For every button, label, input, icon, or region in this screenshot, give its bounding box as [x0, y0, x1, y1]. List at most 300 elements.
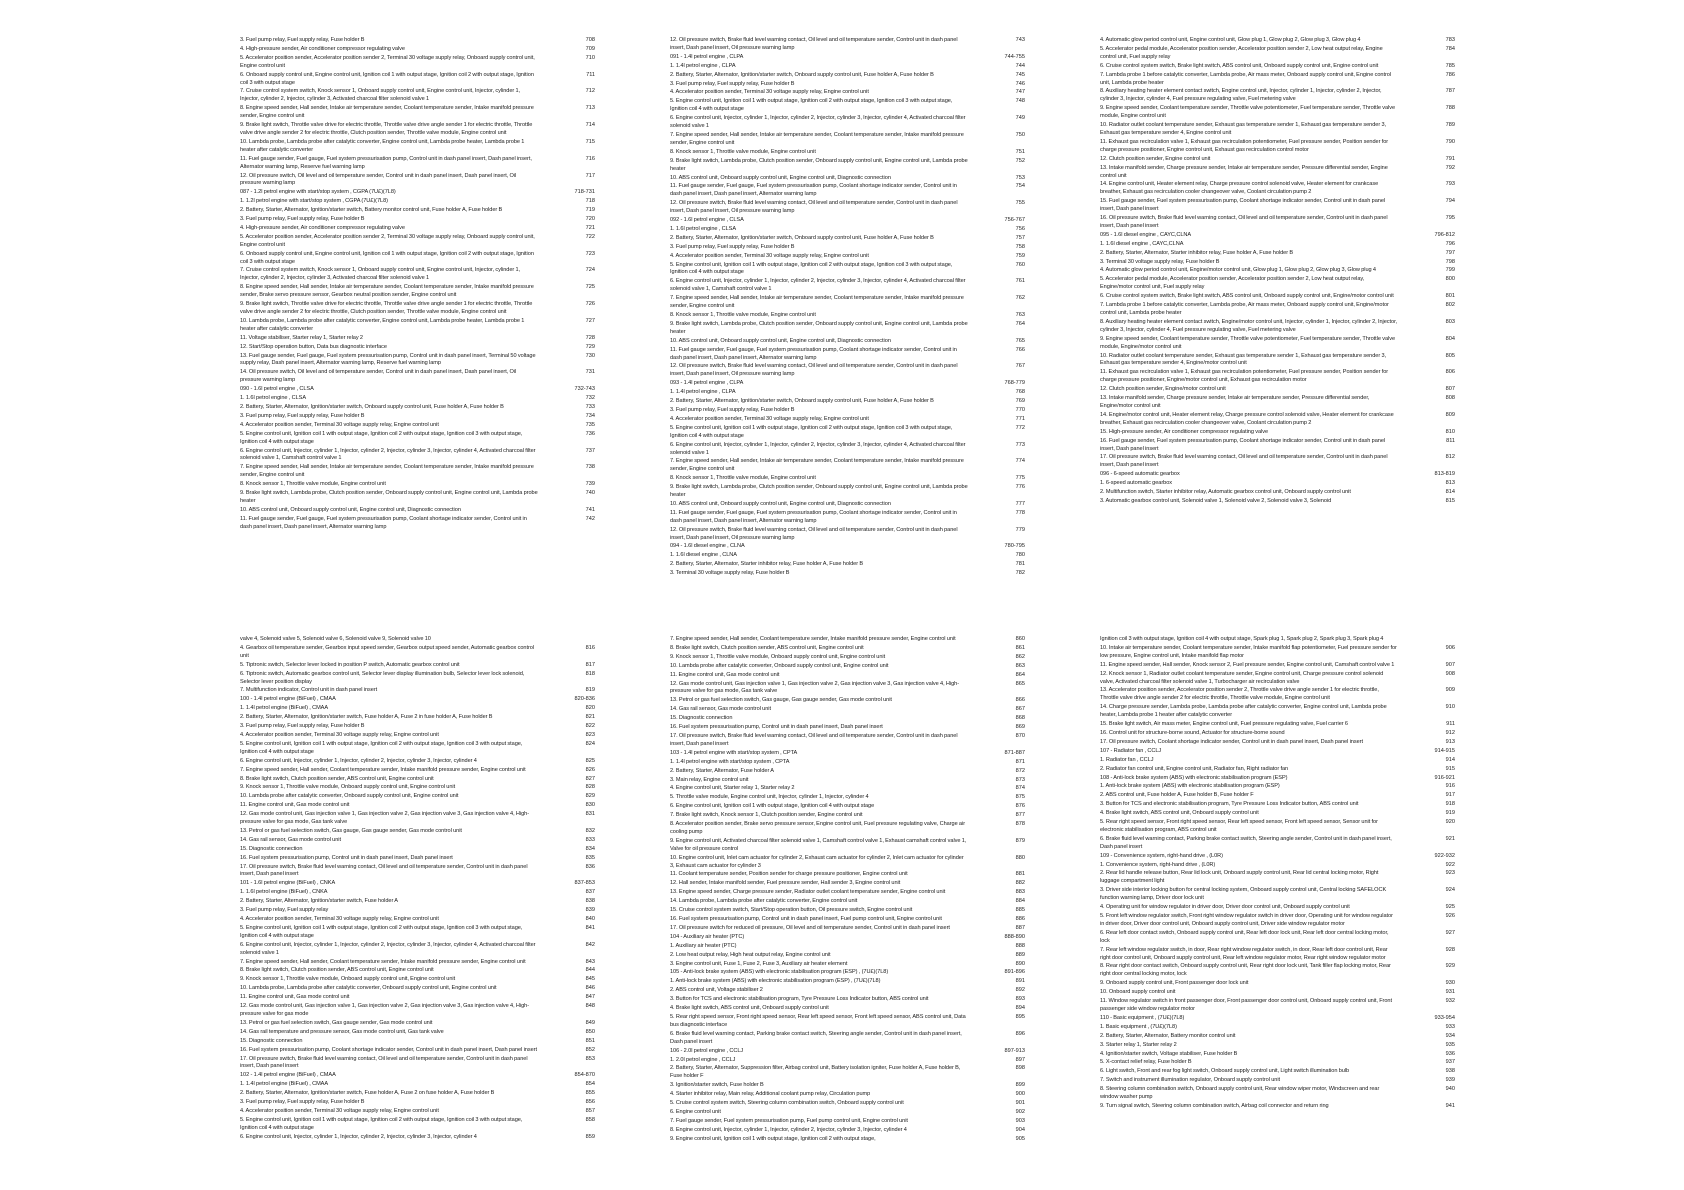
index-entry: [1100, 704, 1455, 720]
index-panel: [240, 37, 595, 533]
entry-text: 16. Fuel gauge sender, Fuel system pressurisation pump, Coolant shortage indicator sender, Control unit in dash panel insert, Dash panel insert: [1100, 437, 1386, 452]
index-entry: [670, 63, 1025, 71]
entry-page-number: 820-836: [574, 696, 595, 703]
entry-page-number: 747: [1015, 89, 1025, 96]
entry-text: 4. High-pressure sender, Air conditioner compressor regulating valve: [240, 45, 405, 52]
entry-text: 104 - Auxiliary air heater (PTC): [670, 933, 745, 940]
entry-page-number: 714: [585, 122, 595, 129]
entry-text: 2. Battery, Starter, Alternator, Starter inhibitor relay, Fuse holder A, Fuse holder B: [1100, 249, 1294, 256]
entry-page-number: 915: [1445, 765, 1455, 772]
entry-page-number: 902: [1015, 1108, 1025, 1115]
entry-text: 13. Engine speed sender, Charge pressure sender, Radiator outlet coolant temperature sender, Engine control unit: [670, 889, 946, 896]
entry-page-number: 933-954: [1434, 1014, 1455, 1021]
entry-page-number: 874: [1015, 785, 1025, 792]
entry-text: 6. Light switch, Front and rear fog light switch, Onboard supply control unit, Light switch illumination bulb: [1100, 1068, 1350, 1075]
section-heading-row: [1100, 748, 1455, 756]
entry-page-number: 898: [1015, 1065, 1025, 1072]
entry-text: 1. Basic equipment , (7U£)(7L8): [1100, 1023, 1177, 1030]
entry-text: Ignition coil 3 with output stage, Ignition coil 4 with output stage, Spark plug 1, Spark plug 2, Spark plug 3, Spark plug 4: [1100, 636, 1384, 642]
index-entry: [670, 785, 1025, 793]
entry-text: 9. Brake light switch, Lambda probe, Clutch position sender, Onboard supply control unit, Engine control unit, Lambda probe heater: [240, 490, 538, 504]
index-entry: [1100, 963, 1455, 979]
entry-text: 2. Battery, Starter, Alternator, Ignition/starter switch, Fuse holder A, Fuse 2 in fuse holder A, Fuse holder B: [240, 714, 493, 721]
entry-text: 9. Brake light switch, Throttle valve drive for electric throttle, Throttle valve drive angle sender 1 for electric throttle, Throttle valve drive angle sender 2 for electric throttle, Clutch position sender, Throttle valve module, Engine control unit: [240, 301, 533, 315]
entry-text: 5. Front left window regulator switch, Front right window regulator switch in driver door, Operating unit for window regulator in driver door, Driver door control unit, Onboard supply control unit, Driver side window regulator motor: [1100, 913, 1393, 927]
entry-page-number: 772: [1015, 424, 1025, 431]
entry-text: 8. Accelerator position sender, Brake servo pressure sensor, Engine control unit, Fuel pressure regulating valve, Charge air cooling pump: [670, 821, 966, 835]
index-entry: [240, 353, 595, 369]
entry-text: 102 - 1.4l petrol engine (BiFuel) , CMAA: [240, 1072, 336, 1079]
index-entry: [670, 943, 1025, 951]
entry-text: 6. Brake fluid level warning contact, Parking brake contact switch, Steering angle sender, Control unit in dash panel insert, Dash panel insert: [670, 1030, 962, 1045]
index-entry: [1100, 241, 1455, 249]
index-entry: [670, 898, 1025, 906]
entry-text: 7. Lambda probe 1 before catalytic converter, Lambda probe, Air mass meter, Onboard supply control unit, Engine control unit, Lambda probe heater: [1100, 71, 1392, 86]
entry-page-number: 837-853: [574, 880, 595, 887]
entry-text: 6. Engine control unit, Injector, cylinder 1, Injector, cylinder 2, Injector, cylinder 3, Injector, cylinder 4, Activated charcoal filter solenoid valve 1: [670, 115, 966, 130]
entry-page-number: 932: [1445, 998, 1455, 1005]
entry-text: 8. Brake light switch, Clutch position sender, ABS control unit, Engine control unit: [240, 967, 434, 974]
entry-page-number: 868: [1015, 715, 1025, 722]
index-entry: [670, 321, 1025, 337]
index-entry: [1100, 386, 1455, 394]
index-entry: [240, 1099, 595, 1107]
entry-text: 14. Gas rail sensor, Gas mode control unit: [670, 706, 771, 713]
entry-text: 1. 1.6l diesel engine , CAYC,CLNA: [1100, 240, 1184, 247]
entry-page-number: 931: [1445, 989, 1455, 996]
index-entry: [670, 149, 1025, 157]
entry-page-number: 719: [585, 207, 595, 214]
index-entry: [1100, 336, 1455, 352]
index-entry: [1100, 454, 1455, 470]
index-entry: [670, 978, 1025, 986]
entry-page-number: 913: [1445, 738, 1455, 745]
entry-page-number: 735: [585, 421, 595, 428]
entry-page-number: 859: [585, 1133, 595, 1140]
index-entry: [1100, 250, 1455, 258]
index-entry: [240, 723, 595, 731]
index-entry: [240, 216, 595, 224]
entry-text: 9. Brake light switch, Throttle valve drive for electric throttle, Throttle valve drive angle sender 1 for electric throttle, Throttle valve drive angle sender 2 for electric throttle, Clutch position sender, Throttle valve module, Engine control unit: [240, 122, 533, 136]
index-entry: [1100, 181, 1455, 197]
entry-text: 2. Multifunction switch, Starter inhibitor relay, Automatic gearbox control unit, Onboard supply control unit: [1100, 489, 1351, 496]
entry-page-number: 796-812: [1434, 231, 1455, 238]
entry-page-number: 833: [585, 836, 595, 843]
entry-page-number: 728: [585, 334, 595, 341]
entry-text: 15. Fuel gauge sender, Fuel system pressurisation pump, Coolant shortage indicator sender, Control unit in dash panel insert, Dash panel insert: [1100, 198, 1386, 213]
entry-text: 6. Brake fluid level warning contact, Parking brake contact switch, Steering angle sender, Control unit in dash panel insert, Dash panel insert: [1100, 835, 1392, 850]
section-heading-row: [670, 217, 1025, 225]
entry-text: 3. Engine control unit, Fuse 1, Fuse 2, Fuse 3, Auxiliary air heater element: [670, 960, 848, 967]
entry-text: 103 - 1.4l petrol engine with start/stop system , CPTA: [670, 749, 798, 756]
entry-text: 3. Ignition/starter switch, Fuse holder B: [670, 1082, 764, 1089]
entry-text: 4. Accelerator position sender, Terminal 30 voltage supply relay, Engine control unit: [240, 1107, 439, 1114]
index-entry: [670, 89, 1025, 97]
index-entry: [240, 1047, 595, 1055]
entry-text: 7. Engine speed sender, Hall sender, Intake air temperature sender, Coolant temperature sender, Intake manifold pressure sender, Engine control unit: [670, 131, 964, 146]
entry-page-number: 716: [585, 155, 595, 162]
entry-text: 5. Engine control unit, Ignition coil 1 with output stage, Ignition coil 2 with output stage, Ignition coil 3 with output stage, Ignition coil 4 with output stage: [670, 98, 953, 113]
index-entry: [240, 344, 595, 352]
entry-page-number: 837: [585, 889, 595, 896]
index-entry: [670, 312, 1025, 320]
index-entry: [240, 516, 595, 532]
entry-page-number: 789: [1445, 122, 1455, 129]
entry-page-number: 910: [1445, 704, 1455, 711]
section-heading-row: [240, 1072, 595, 1080]
entry-page-number: 940: [1445, 1086, 1455, 1093]
index-entry: [670, 803, 1025, 811]
index-entry: [1100, 156, 1455, 164]
entry-text: 1. 1.4l petrol engine , CLPA: [670, 389, 736, 396]
index-panel: [670, 636, 1025, 1145]
entry-text: 10. ABS control unit, Onboard supply control unit, Engine control unit, Diagnostic connection: [240, 506, 461, 513]
index-entry: [240, 1090, 595, 1098]
entry-page-number: 811: [1446, 437, 1455, 444]
entry-text: 1. 1.6l petrol engine (BiFuel) , CNKA: [240, 889, 328, 896]
entry-text: 6. Engine control unit, Ignition coil 1 with output stage, Ignition coil 4 with output stage: [670, 803, 875, 810]
entry-page-number: 840: [585, 916, 595, 922]
entry-page-number: 819: [585, 687, 595, 694]
entry-page-number: 920: [1445, 819, 1455, 826]
entry-page-number: 861: [1015, 644, 1025, 651]
entry-text: 17. Oil pressure switch, Brake fluid level warning contact, Oil level and oil temperature sender, Control unit in dash panel insert, Dash panel insert: [240, 863, 528, 878]
entry-text: 1. Anti-lock brake system (ABS) with electronic stabilisation program (ESP) , (7U£)(7L8): [670, 978, 881, 985]
index-entry: [670, 733, 1025, 749]
entry-page-number: 906: [1445, 644, 1455, 651]
entry-page-number: 806: [1445, 369, 1455, 376]
index-entry: [670, 226, 1025, 234]
index-entry: [670, 98, 1025, 114]
entry-page-number: 743: [1015, 37, 1025, 43]
index-entry: [1100, 870, 1455, 886]
entry-text: 4. Automatic glow period control unit, Engine/motor control unit, Glow plug 1, Glow plug 2, Glow plug 3, Glow plug 4: [1100, 267, 1376, 274]
entry-text: 3. Main relay, Engine control unit: [670, 776, 749, 783]
entry-page-number: 790: [1445, 138, 1455, 145]
entry-page-number: 865: [1015, 680, 1025, 687]
entry-text: 2. ABS control unit, Fuse holder A, Fuse holder B, Fuse holder F: [1100, 792, 1254, 799]
index-entry: [240, 1029, 595, 1037]
entry-text: 10. Lambda probe after catalytic converter, Onboard supply control unit, Engine control unit: [670, 662, 889, 669]
index-entry: [240, 234, 595, 250]
index-entry: [670, 889, 1025, 897]
entry-page-number: 939: [1445, 1077, 1455, 1084]
index-entry: [240, 122, 595, 138]
entry-page-number: 760: [1015, 261, 1025, 268]
entry-page-number: 884: [1015, 898, 1025, 905]
entry-page-number: 718: [585, 198, 595, 205]
entry-text: 13. Fuel gauge sender, Fuel gauge, Fuel system pressurisation pump, Control unit in dash panel insert, Terminal 50 voltage supply relay, Dash panel insert, Alternator warning lamp, Reserve fuel warning lamp: [240, 352, 536, 367]
index-entry: [1100, 72, 1455, 88]
index-entry: [670, 398, 1025, 406]
index-entry: [1100, 122, 1455, 138]
index-entry: [240, 994, 595, 1002]
entry-text: 4. High-pressure sender, Air conditioner compressor regulating valve: [240, 224, 405, 231]
entry-text: 16. Fuel system pressurisation pump, Control unit in dash panel insert, Dash panel insert: [240, 854, 453, 861]
index-entry: [240, 976, 595, 984]
entry-text: 7. Multifunction indicator, Control unit in dash panel insert: [240, 687, 378, 694]
entry-text: 12. Start/Stop operation button, Data bus diagnostic interface: [240, 343, 387, 350]
entry-page-number: 930: [1445, 980, 1455, 987]
index-entry: [670, 1014, 1025, 1030]
entry-text: 2. Battery, Starter, Alternator, Ignition/starter switch, Onboard supply control unit, Fuse holder A, Fuse holder B: [670, 71, 934, 78]
entry-text: 107 - Radiator fan , CCLJ: [1100, 747, 1162, 754]
entry-text: 5. Rear right speed sensor, Front right speed sensor, Rear left speed sensor, Front left speed sensor, Sensor unit for electronic stabilisation program, ABS control unit: [1100, 819, 1378, 833]
index-entry: [1100, 819, 1455, 835]
entry-text: 12. Knock sensor 1, Radiator outlet coolant temperature sender, Engine control unit, Charge pressure control solenoid valve, Activated charcoal filter solenoid valve 1, Turbocharger air recirculation valve: [1100, 670, 1384, 685]
index-entry: [670, 871, 1025, 879]
index-entry: [1100, 293, 1455, 301]
entry-page-number: 856: [585, 1099, 595, 1106]
entry-text: 2. ABS control unit, Voltage stabiliser 2: [670, 987, 763, 994]
entry-text: 2. Battery, Starter, Alternator, Suppression filter, Airbag control unit, Battery isolation igniter, Fuse holder A, Fuse holder B, Fuse holder F: [670, 1065, 961, 1080]
index-entry: [1100, 1042, 1455, 1050]
index-entry: [1100, 1068, 1455, 1076]
index-entry: [240, 828, 595, 836]
section-heading-row: [670, 54, 1025, 62]
index-entry: [670, 916, 1025, 924]
entry-page-number: 758: [1015, 243, 1025, 250]
entry-text: 3. Button for TCS and electronic stabilisation program, Tyre Pressure Loss Indicator button, ABS control unit: [1100, 801, 1359, 808]
entry-page-number: 720: [585, 216, 595, 223]
entry-text: 5. Engine control unit, Ignition coil 1 with output stage, Ignition coil 2 with output stage, Ignition coil 3 with output stage, Ignition coil 4 with output stage: [240, 740, 523, 755]
index-entry: [240, 251, 595, 267]
entry-text: 105 - Anti-lock brake system (ABS) with electronic stabilisation program (ESP) , (7U£)(7L8): [670, 969, 889, 976]
entry-page-number: 769: [1015, 398, 1025, 405]
section-heading-row: [670, 1048, 1025, 1056]
index-panel: [240, 636, 595, 1143]
entry-page-number: 825: [585, 757, 595, 764]
entry-page-number: 791: [1445, 155, 1455, 162]
index-entry: [240, 481, 595, 489]
index-entry: [1100, 730, 1455, 738]
entry-page-number: 722: [585, 233, 595, 240]
index-entry: [240, 431, 595, 447]
entry-text: 3. Fuel pump relay, Fuel supply relay: [240, 907, 329, 914]
index-entry: [670, 907, 1025, 915]
entry-text: 6. Onboard supply control unit, Engine control unit, Ignition coil 1 with output stage, Ignition coil 2 with output stage, Ignition coil 3 with output stage: [240, 250, 534, 265]
entry-text: 8. Auxiliary heating heater element contact switch, Engine/motor control unit, Injector, cylinder 1, Injector, cylinder 2, Injector, cylinder 3, Injector, cylinder 4, Fuel pressure regulating valve, Fuel metering valve: [1100, 318, 1398, 333]
entry-page-number: 798: [1445, 258, 1455, 265]
index-entry: [240, 335, 595, 343]
entry-page-number: 736: [585, 430, 595, 437]
entry-text: 2. Battery, Starter, Alternator, Starter inhibitor relay, Fuse holder A, Fuse holder B: [670, 561, 864, 568]
entry-text: 9. Knock sensor 1, Throttle valve module, Onboard supply control unit, Engine control unit: [670, 653, 886, 660]
entry-page-number: 775: [1015, 475, 1025, 482]
entry-page-number: 934: [1445, 1032, 1455, 1039]
entry-text: 4. Brake light switch, ABS control unit, Onboard supply control unit: [670, 1005, 829, 1012]
entry-text: 1. 1.6l diesel engine , CLNA: [670, 552, 737, 559]
entry-text: 4. Starter inhibitor relay, Main relay, Additional coolant pump relay, Circulation pump: [670, 1091, 871, 1098]
section-heading-row: [240, 696, 595, 704]
index-entry: [670, 132, 1025, 148]
section-heading-row: [670, 543, 1025, 551]
entry-page-number: 854: [585, 1081, 595, 1088]
entry-page-number: 922: [1445, 861, 1455, 868]
entry-text: 12. Gas mode control unit, Gas injection valve 1, Gas injection valve 2, Gas injection valve 3, Gas injection valve 4, High-pressure valve for gas mode, Gas tank valve: [240, 811, 530, 826]
index-entry: [670, 925, 1025, 933]
index-entry: [1100, 887, 1455, 903]
entry-text: 2. Battery, Starter, Alternator, Ignition/starter switch, Onboard supply control unit, Fuse holder A, Fuse holder B: [670, 398, 934, 405]
entry-text: 17. Oil pressure switch for reduced oil pressure, Oil level and oil temperature sender, Control unit in dash panel insert: [670, 924, 950, 931]
entry-text: 4. Accelerator position sender, Terminal 30 voltage supply relay, Engine control unit: [670, 415, 869, 422]
entry-page-number: 832: [585, 827, 595, 834]
entry-page-number: 727: [585, 317, 595, 324]
entry-text: 3. Fuel pump relay, Fuel supply relay, Fuse holder B: [240, 723, 365, 730]
entry-text: 17. Oil pressure switch, Brake fluid level warning contact, Oil level and oil temperature sender, Control unit in dash panel insert, Dash panel insert: [240, 1055, 528, 1070]
index-entry: [670, 663, 1025, 671]
entry-page-number: 901: [1015, 1100, 1025, 1107]
index-entry: [240, 802, 595, 810]
index-entry: [240, 967, 595, 975]
entry-page-number: 802: [1445, 302, 1455, 309]
entry-text: 15. Diagnostic connection: [240, 1037, 303, 1044]
entry-page-number: 937: [1445, 1059, 1455, 1066]
index-entry: [670, 1127, 1025, 1135]
index-entry: [240, 37, 595, 45]
index-entry: [670, 501, 1025, 509]
entry-page-number: 751: [1015, 148, 1025, 155]
entry-page-number: 762: [1015, 295, 1025, 302]
index-entry: [670, 1091, 1025, 1099]
entry-text: 4. Automatic glow period control unit, Engine control unit, Glow plug 1, Glow plug 2, Glow plug 3, Glow plug 4: [1100, 37, 1361, 43]
entry-page-number: 792: [1445, 164, 1455, 171]
entry-text: 096 - 6-speed automatic gearbox: [1100, 471, 1180, 478]
entry-page-number: 733: [585, 403, 595, 410]
entry-page-number: 713: [585, 105, 595, 112]
index-entry: [670, 475, 1025, 483]
entry-page-number: 839: [585, 907, 595, 914]
entry-page-number: 846: [585, 985, 595, 992]
entry-page-number: 771: [1015, 415, 1025, 422]
index-entry: [1100, 259, 1455, 267]
entry-page-number: 867: [1015, 706, 1025, 713]
entry-page-number: 780: [1015, 552, 1025, 559]
index-entry: [1100, 353, 1455, 369]
section-heading-row: [240, 880, 595, 888]
entry-page-number: 883: [1015, 889, 1025, 896]
entry-text: 5. Accelerator pedal module, Accelerator position sender, Accelerator position sender 2, Low heat output relay, Engine control unit, Fuel supply relay: [1100, 45, 1383, 60]
entry-page-number: 849: [585, 1019, 595, 1026]
entry-text: 094 - 1.6l diesel engine , CLNA: [670, 543, 745, 550]
index-entry: [240, 758, 595, 766]
entry-text: 9. Onboard supply control unit, Front passenger door lock unit: [1100, 980, 1249, 987]
entry-page-number: 794: [1445, 198, 1455, 205]
index-entry: [240, 404, 595, 412]
entry-page-number: 896: [1015, 1030, 1025, 1037]
entry-page-number: 890: [1015, 960, 1025, 967]
index-panel: [670, 37, 1025, 579]
entry-page-number: 756: [1015, 225, 1025, 232]
entry-text: 109 - Convenience system, right-hand drive , (L0R): [1100, 852, 1223, 859]
index-entry: [670, 645, 1025, 653]
entry-text: 8. Engine speed sender, Hall sender, Intake air temperature sender, Coolant temperature sender, Intake manifold pressure sender, Engine control unit: [240, 105, 534, 120]
index-entry: [670, 527, 1025, 543]
index-entry: [670, 81, 1025, 89]
entry-page-number: 793: [1445, 181, 1455, 188]
index-entry: [240, 105, 595, 121]
entry-page-number: 708: [585, 37, 595, 43]
entry-page-number: 848: [585, 1003, 595, 1010]
entry-text: 091 - 1.4l petrol engine , CLPA: [670, 53, 744, 60]
index-entry: [1100, 810, 1455, 818]
entry-page-number: 900: [1015, 1091, 1025, 1098]
entry-page-number: 742: [585, 515, 595, 522]
index-entry: [1100, 46, 1455, 62]
entry-text: 106 - 2.0l petrol engine , CCLJ: [670, 1047, 744, 1054]
entry-page-number: 912: [1445, 729, 1455, 736]
entry-page-number: 784: [1445, 45, 1455, 52]
entry-text: 10. ABS control unit, Onboard supply control unit, Engine control unit, Diagnostic connection: [670, 500, 891, 507]
entry-text: 2. Radiator fan control unit, Engine control unit, Radiator fan, Right radiator fan: [1100, 765, 1289, 772]
entry-text: 1. 1.2l petrol engine with start/stop system , CGPA (7U£)(7L8): [240, 198, 388, 205]
entry-page-number: 785: [1445, 62, 1455, 69]
entry-page-number: 924: [1445, 887, 1455, 894]
index-entry: [240, 687, 595, 695]
index-entry: [670, 1100, 1025, 1108]
entry-text: 16. Fuel system pressurisation pump, Coolant shortage indicator sender, Control unit in dash panel insert, Dash panel insert: [240, 1046, 537, 1053]
entry-page-number: 805: [1445, 352, 1455, 359]
entry-text: 10. Engine control unit, Inlet cam actuator for cylinder 2, Exhaust cam actuator for cylinder 2, Inlet cam actuator for cylinder 3, Exhaust cam actuator for cylinder 3: [670, 854, 964, 869]
entry-text: 10. ABS control unit, Onboard supply control unit, Engine control unit, Diagnostic connection: [670, 337, 891, 344]
entry-text: 6. Rear left door contact switch, Onboard supply control unit, Rear left door lock unit, Rear left door central locking motor, lock: [1100, 929, 1389, 944]
entry-text: 6. Engine control unit, Injector, cylinder 1, Injector, cylinder 2, Injector, cylinder 3, Injector, cylinder 4: [240, 1133, 477, 1140]
index-entry: [1100, 215, 1455, 231]
index-entry: [240, 267, 595, 283]
entry-page-number: 899: [1015, 1082, 1025, 1089]
entry-page-number: 905: [1015, 1135, 1025, 1142]
index-entry: [670, 338, 1025, 346]
index-entry: [1100, 1051, 1455, 1059]
entry-page-number: 888-890: [1004, 933, 1025, 940]
index-entry: [670, 183, 1025, 199]
entry-text: 4. Ignition/starter switch, Voltage stabiliser, Fuse holder B: [1100, 1050, 1238, 1057]
entry-text: 6. Engine control unit, Injector, cylinder 1, Injector, cylinder 2, Injector, cylinder 3, Injector, cylinder 4, Activated charcoal filter solenoid valve 1: [240, 941, 536, 956]
index-entry: [240, 985, 595, 993]
index-entry: [240, 139, 595, 155]
index-entry: [670, 1082, 1025, 1090]
entry-page-number: 731: [585, 369, 595, 376]
index-entry: [240, 369, 595, 385]
index-entry: [670, 278, 1025, 294]
entry-page-number: 904: [1015, 1126, 1025, 1133]
index-entry: [1100, 489, 1455, 497]
entry-text: 093 - 1.4l petrol engine , CLPA: [670, 380, 744, 387]
entry-page-number: 773: [1015, 441, 1025, 448]
entry-text: 4. Accelerator position sender, Terminal 30 voltage supply relay, Engine control unit: [240, 916, 439, 922]
entry-text: 17. Oil pressure switch, Brake fluid level warning contact, Oil level and oil temperature sender, Control unit in dash panel insert, Dash panel insert: [670, 732, 958, 747]
entry-page-number: 725: [585, 284, 595, 291]
entry-page-number: 796: [1445, 240, 1455, 247]
entry-page-number: 779: [1015, 526, 1025, 533]
entry-page-number: 844: [585, 967, 595, 974]
entry-text: 7. Brake light switch, Knock sensor 1, Clutch position sender, Engine control unit: [670, 812, 863, 819]
index-entry: [1100, 980, 1455, 988]
entry-page-number: 891: [1015, 978, 1025, 985]
entry-page-number: 935: [1445, 1041, 1455, 1048]
index-entry: [670, 768, 1025, 776]
entry-page-number: 787: [1445, 88, 1455, 95]
entry-page-number: 869: [1015, 724, 1025, 731]
index-entry: [1100, 1024, 1455, 1032]
entry-page-number: 721: [585, 224, 595, 231]
section-heading-row: [1100, 232, 1455, 240]
index-entry: [670, 794, 1025, 802]
index-entry: [670, 724, 1025, 732]
index-entry: [240, 916, 595, 924]
entry-page-number: 928: [1445, 946, 1455, 953]
entry-text: 1. Convenience system, right-hand drive , (L0R): [1100, 861, 1216, 868]
